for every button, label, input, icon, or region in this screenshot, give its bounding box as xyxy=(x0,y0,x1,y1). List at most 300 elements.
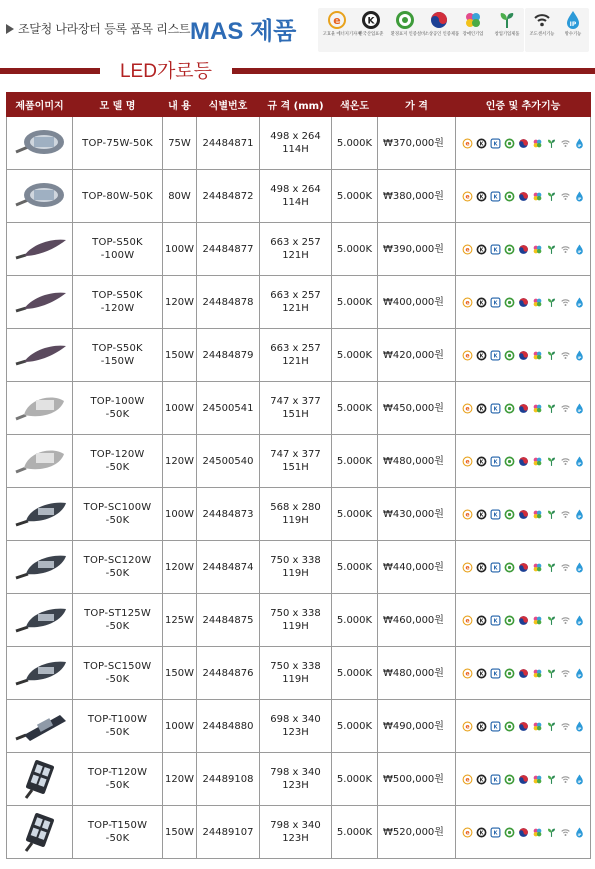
svg-text:K: K xyxy=(493,777,497,784)
svg-text:K: K xyxy=(479,776,483,783)
e-icon xyxy=(327,10,347,30)
svg-text:K: K xyxy=(479,670,483,677)
kc-mark-icon xyxy=(490,615,501,626)
price: ₩400,000원 xyxy=(378,276,456,329)
cert-disabled-enterprise: 장애인기업 xyxy=(458,10,488,37)
product-image xyxy=(7,594,73,647)
eco-icon xyxy=(504,774,515,785)
kc-mark-icon xyxy=(490,244,501,255)
power: 80W xyxy=(163,170,197,223)
identification-number: 24484875 xyxy=(197,594,260,647)
kc-mark-icon xyxy=(490,297,501,308)
e-icon xyxy=(462,774,473,785)
svg-text:e: e xyxy=(464,352,470,360)
model-name: TOP-T100W -50K xyxy=(73,700,163,753)
flower-icon xyxy=(532,615,543,626)
svg-text:K: K xyxy=(479,299,483,306)
taegeuk-icon xyxy=(429,10,449,30)
svg-text:K: K xyxy=(493,671,497,678)
sprout-icon xyxy=(546,668,557,679)
eco-icon xyxy=(504,827,515,838)
ip-icon xyxy=(574,350,585,361)
svg-text:e: e xyxy=(464,829,470,837)
svg-text:IP: IP xyxy=(577,196,581,201)
svg-text:IP: IP xyxy=(577,408,581,413)
kc-icon xyxy=(476,191,487,202)
sprout-icon xyxy=(546,615,557,626)
kc-icon xyxy=(476,562,487,573)
arrow-icon xyxy=(6,24,14,34)
power: 150W xyxy=(163,647,197,700)
kc-mark-icon xyxy=(490,403,501,414)
sprout-icon xyxy=(546,244,557,255)
flower-icon xyxy=(532,668,543,679)
page-subtitle: 조달청 나라장터 등록 품목 리스트 xyxy=(18,22,191,36)
model-name: TOP-S50K -120W xyxy=(73,276,163,329)
sprout-icon xyxy=(546,350,557,361)
svg-text:IP: IP xyxy=(577,832,581,837)
ip-icon xyxy=(574,562,585,573)
wifi-icon xyxy=(532,10,552,30)
wifi-icon xyxy=(560,350,571,361)
color-temperature: 5.000K xyxy=(332,329,378,382)
identification-number: 24484874 xyxy=(197,541,260,594)
model-name: TOP-S50K -150W xyxy=(73,329,163,382)
col-dimension: 규 격 (mm) xyxy=(260,93,332,117)
power: 100W xyxy=(163,488,197,541)
wifi-icon xyxy=(560,191,571,202)
certification-icons xyxy=(456,700,591,753)
svg-text:IP: IP xyxy=(577,620,581,625)
flower-icon xyxy=(532,827,543,838)
model-name: TOP-75W-50K xyxy=(73,117,163,170)
flower-icon xyxy=(532,456,543,467)
identification-number: 24500540 xyxy=(197,435,260,488)
product-image xyxy=(7,435,73,488)
svg-text:IP: IP xyxy=(577,567,581,572)
identification-number: 24484872 xyxy=(197,170,260,223)
kc-icon xyxy=(476,350,487,361)
flower-icon xyxy=(532,191,543,202)
certification-icons xyxy=(456,329,591,382)
ip-icon xyxy=(574,297,585,308)
svg-text:IP: IP xyxy=(569,21,577,28)
section-rule-right xyxy=(232,68,595,74)
page-header xyxy=(0,0,595,60)
svg-text:IP: IP xyxy=(577,143,581,148)
col-certification: 인증 및 추가기능 xyxy=(456,93,591,117)
col-color-temp: 색온도 xyxy=(332,93,378,117)
kc-icon xyxy=(476,668,487,679)
taegeuk-icon xyxy=(518,509,529,520)
flower-icon xyxy=(532,774,543,785)
page-title: MAS 제품 xyxy=(190,18,297,45)
ip-icon xyxy=(574,774,585,785)
sprout-icon xyxy=(546,456,557,467)
e-icon xyxy=(462,562,473,573)
eco-icon xyxy=(504,191,515,202)
product-image xyxy=(7,276,73,329)
e-icon xyxy=(462,668,473,679)
kc-mark-icon xyxy=(490,138,501,149)
cert-efficiency: e 고효율 에너지기자재 xyxy=(322,10,352,37)
sprout-icon xyxy=(546,721,557,732)
identification-number: 24489107 xyxy=(197,806,260,859)
eco-icon xyxy=(504,350,515,361)
price: ₩420,000원 xyxy=(378,329,456,382)
wifi-icon xyxy=(560,721,571,732)
wifi-icon xyxy=(560,403,571,414)
product-image xyxy=(7,753,73,806)
cert-small-business: 소상공인 인증제품 xyxy=(424,10,454,37)
sprout-icon xyxy=(546,562,557,573)
e-icon xyxy=(462,721,473,732)
svg-text:IP: IP xyxy=(577,302,581,307)
power: 75W xyxy=(163,117,197,170)
svg-text:e: e xyxy=(464,617,470,625)
price: ₩370,000원 xyxy=(378,117,456,170)
price: ₩430,000원 xyxy=(378,488,456,541)
flower-icon xyxy=(532,138,543,149)
power: 120W xyxy=(163,435,197,488)
taegeuk-icon xyxy=(518,456,529,467)
svg-text:K: K xyxy=(479,193,483,200)
taegeuk-icon xyxy=(518,562,529,573)
svg-text:K: K xyxy=(479,352,483,359)
ip-icon xyxy=(574,191,585,202)
identification-number: 24500541 xyxy=(197,382,260,435)
price: ₩520,000원 xyxy=(378,806,456,859)
kc-icon xyxy=(476,615,487,626)
kc-icon xyxy=(476,403,487,414)
ip-icon xyxy=(574,403,585,414)
model-name: TOP-SC100W -50K xyxy=(73,488,163,541)
eco-icon xyxy=(504,562,515,573)
col-image: 제품이미지 xyxy=(7,93,73,117)
table-row xyxy=(7,329,591,382)
kc-icon xyxy=(476,721,487,732)
dimension: 498 x 264 114H xyxy=(260,170,332,223)
color-temperature: 5.000K xyxy=(332,223,378,276)
svg-text:K: K xyxy=(493,618,497,625)
feature-legend xyxy=(525,8,589,52)
color-temperature: 5.000K xyxy=(332,806,378,859)
dimension: 747 x 377 151H xyxy=(260,382,332,435)
svg-text:e: e xyxy=(464,246,470,254)
svg-text:K: K xyxy=(493,141,497,148)
table-header-row xyxy=(7,93,591,117)
certification-icons xyxy=(456,276,591,329)
eco-icon xyxy=(504,456,515,467)
flower-icon xyxy=(532,403,543,414)
color-temperature: 5.000K xyxy=(332,700,378,753)
svg-text:K: K xyxy=(493,830,497,837)
table-row xyxy=(7,541,591,594)
certification-icons xyxy=(456,117,591,170)
taegeuk-icon xyxy=(518,191,529,202)
e-icon xyxy=(462,350,473,361)
power: 120W xyxy=(163,753,197,806)
e-icon xyxy=(462,403,473,414)
e-icon xyxy=(462,456,473,467)
price: ₩450,000원 xyxy=(378,382,456,435)
taegeuk-icon xyxy=(518,721,529,732)
ip-icon xyxy=(574,615,585,626)
e-icon xyxy=(462,244,473,255)
wifi-icon xyxy=(560,456,571,467)
product-table xyxy=(6,92,591,859)
power: 100W xyxy=(163,700,197,753)
taegeuk-icon xyxy=(518,138,529,149)
certification-icons xyxy=(456,435,591,488)
sprout-icon xyxy=(497,10,517,30)
svg-text:e: e xyxy=(464,723,470,731)
svg-text:e: e xyxy=(464,458,470,466)
color-temperature: 5.000K xyxy=(332,594,378,647)
flower-icon xyxy=(463,10,483,30)
svg-text:e: e xyxy=(464,776,470,784)
product-image xyxy=(7,806,73,859)
taegeuk-icon xyxy=(518,668,529,679)
model-name: TOP-SC120W -50K xyxy=(73,541,163,594)
flower-icon xyxy=(532,350,543,361)
table-row xyxy=(7,753,591,806)
table-row xyxy=(7,435,591,488)
svg-text:K: K xyxy=(493,194,497,201)
eco-icon xyxy=(504,138,515,149)
model-name: TOP-80W-50K xyxy=(73,170,163,223)
eco-icon xyxy=(504,403,515,414)
product-image xyxy=(7,647,73,700)
ip-icon xyxy=(574,509,585,520)
svg-text:IP: IP xyxy=(577,355,581,360)
model-name: TOP-S50K -100W xyxy=(73,223,163,276)
sprout-icon xyxy=(546,297,557,308)
kc-icon xyxy=(476,244,487,255)
col-price: 가 격 xyxy=(378,93,456,117)
table-row xyxy=(7,594,591,647)
table-row xyxy=(7,806,591,859)
color-temperature: 5.000K xyxy=(332,382,378,435)
flower-icon xyxy=(532,244,543,255)
ip-icon xyxy=(574,138,585,149)
identification-number: 24484873 xyxy=(197,488,260,541)
col-id: 식별번호 xyxy=(197,93,260,117)
flower-icon xyxy=(532,509,543,520)
identification-number: 24484880 xyxy=(197,700,260,753)
svg-text:e: e xyxy=(464,670,470,678)
eco-icon xyxy=(504,615,515,626)
ip-icon xyxy=(563,10,583,30)
eco-icon xyxy=(504,509,515,520)
kc-mark-icon xyxy=(490,668,501,679)
svg-text:K: K xyxy=(493,724,497,731)
svg-text:IP: IP xyxy=(577,673,581,678)
power: 100W xyxy=(163,382,197,435)
flower-icon xyxy=(532,562,543,573)
identification-number: 24484871 xyxy=(197,117,260,170)
svg-text:K: K xyxy=(479,140,483,147)
certification-icons xyxy=(456,647,591,700)
svg-text:K: K xyxy=(479,723,483,730)
product-image xyxy=(7,541,73,594)
svg-text:K: K xyxy=(479,246,483,253)
svg-text:K: K xyxy=(493,247,497,254)
power: 125W xyxy=(163,594,197,647)
dimension: 698 x 340 123H xyxy=(260,700,332,753)
svg-text:e: e xyxy=(464,140,470,148)
wifi-icon xyxy=(560,668,571,679)
power: 150W xyxy=(163,806,197,859)
svg-text:K: K xyxy=(493,406,497,413)
svg-text:K: K xyxy=(367,16,375,27)
svg-text:K: K xyxy=(493,459,497,466)
price: ₩380,000원 xyxy=(378,170,456,223)
svg-text:e: e xyxy=(464,564,470,572)
power: 100W xyxy=(163,223,197,276)
product-image xyxy=(7,170,73,223)
price: ₩490,000원 xyxy=(378,700,456,753)
color-temperature: 5.000K xyxy=(332,541,378,594)
svg-text:K: K xyxy=(493,565,497,572)
product-image xyxy=(7,329,73,382)
table-row xyxy=(7,647,591,700)
model-name: TOP-120W -50K xyxy=(73,435,163,488)
price: ₩390,000원 xyxy=(378,223,456,276)
ip-icon xyxy=(574,244,585,255)
color-temperature: 5.000K xyxy=(332,117,378,170)
dimension: 798 x 340 123H xyxy=(260,806,332,859)
svg-text:e: e xyxy=(333,14,341,27)
kc-icon xyxy=(476,827,487,838)
dimension: 663 x 257 121H xyxy=(260,329,332,382)
dimension: 498 x 264 114H xyxy=(260,117,332,170)
col-power: 내 용 xyxy=(163,93,197,117)
identification-number: 24484879 xyxy=(197,329,260,382)
e-icon xyxy=(462,297,473,308)
certification-icons xyxy=(456,170,591,223)
dimension: 750 x 338 119H xyxy=(260,647,332,700)
price: ₩460,000원 xyxy=(378,594,456,647)
svg-text:IP: IP xyxy=(577,514,581,519)
sprout-icon xyxy=(546,138,557,149)
svg-text:IP: IP xyxy=(577,461,581,466)
table-row xyxy=(7,223,591,276)
dimension: 798 x 340 123H xyxy=(260,753,332,806)
svg-text:IP: IP xyxy=(577,726,581,731)
identification-number: 24484878 xyxy=(197,276,260,329)
wifi-icon xyxy=(560,297,571,308)
wifi-icon xyxy=(560,244,571,255)
color-temperature: 5.000K xyxy=(332,276,378,329)
e-icon xyxy=(462,138,473,149)
taegeuk-icon xyxy=(518,827,529,838)
dimension: 747 x 377 151H xyxy=(260,435,332,488)
eco-icon xyxy=(504,668,515,679)
wifi-icon xyxy=(560,615,571,626)
eco-icon xyxy=(504,244,515,255)
table-row xyxy=(7,488,591,541)
svg-text:K: K xyxy=(479,511,483,518)
taegeuk-icon xyxy=(518,774,529,785)
table-row xyxy=(7,170,591,223)
product-image xyxy=(7,223,73,276)
color-temperature: 5.000K xyxy=(332,488,378,541)
identification-number: 24484877 xyxy=(197,223,260,276)
kc-mark-icon xyxy=(490,191,501,202)
eco-icon xyxy=(504,297,515,308)
ip-icon xyxy=(574,721,585,732)
kc-icon xyxy=(476,456,487,467)
dimension: 568 x 280 119H xyxy=(260,488,332,541)
wifi-icon xyxy=(560,562,571,573)
power: 150W xyxy=(163,329,197,382)
svg-text:e: e xyxy=(464,511,470,519)
svg-text:e: e xyxy=(464,193,470,201)
model-name: TOP-T120W -50K xyxy=(73,753,163,806)
svg-text:K: K xyxy=(479,405,483,412)
feature-waterproof: IP 방수기능 xyxy=(558,10,588,37)
table-row xyxy=(7,117,591,170)
kc-mark-icon xyxy=(490,721,501,732)
ip-icon xyxy=(574,668,585,679)
svg-text:K: K xyxy=(493,300,497,307)
dimension: 663 x 257 121H xyxy=(260,276,332,329)
price: ₩440,000원 xyxy=(378,541,456,594)
product-image xyxy=(7,488,73,541)
dimension: 663 x 257 121H xyxy=(260,223,332,276)
dimension: 750 x 338 119H xyxy=(260,541,332,594)
cert-eco: 환경표지 인증설비 xyxy=(390,10,420,37)
taegeuk-icon xyxy=(518,350,529,361)
model-name: TOP-ST125W -50K xyxy=(73,594,163,647)
eco-icon xyxy=(395,10,415,30)
certification-icons xyxy=(456,223,591,276)
identification-number: 24489108 xyxy=(197,753,260,806)
e-icon xyxy=(462,827,473,838)
sprout-icon xyxy=(546,403,557,414)
certification-legend xyxy=(318,8,524,52)
certification-icons xyxy=(456,488,591,541)
table-row xyxy=(7,700,591,753)
sprout-icon xyxy=(546,774,557,785)
product-image xyxy=(7,700,73,753)
taegeuk-icon xyxy=(518,403,529,414)
model-name: TOP-SC150W -50K xyxy=(73,647,163,700)
color-temperature: 5.000K xyxy=(332,753,378,806)
wifi-icon xyxy=(560,138,571,149)
svg-text:e: e xyxy=(464,299,470,307)
price: ₩480,000원 xyxy=(378,647,456,700)
svg-text:K: K xyxy=(479,617,483,624)
kc-icon xyxy=(361,10,381,30)
kc-mark-icon xyxy=(490,827,501,838)
eco-icon xyxy=(504,721,515,732)
ip-icon xyxy=(574,456,585,467)
color-temperature: 5.000K xyxy=(332,170,378,223)
flower-icon xyxy=(532,297,543,308)
svg-text:K: K xyxy=(493,512,497,519)
col-model: 모 델 명 xyxy=(73,93,163,117)
wifi-icon xyxy=(560,509,571,520)
e-icon xyxy=(462,615,473,626)
certification-icons xyxy=(456,594,591,647)
wifi-icon xyxy=(560,774,571,785)
power: 120W xyxy=(163,276,197,329)
section-title: LED가로등 xyxy=(100,60,232,84)
taegeuk-icon xyxy=(518,297,529,308)
e-icon xyxy=(462,509,473,520)
